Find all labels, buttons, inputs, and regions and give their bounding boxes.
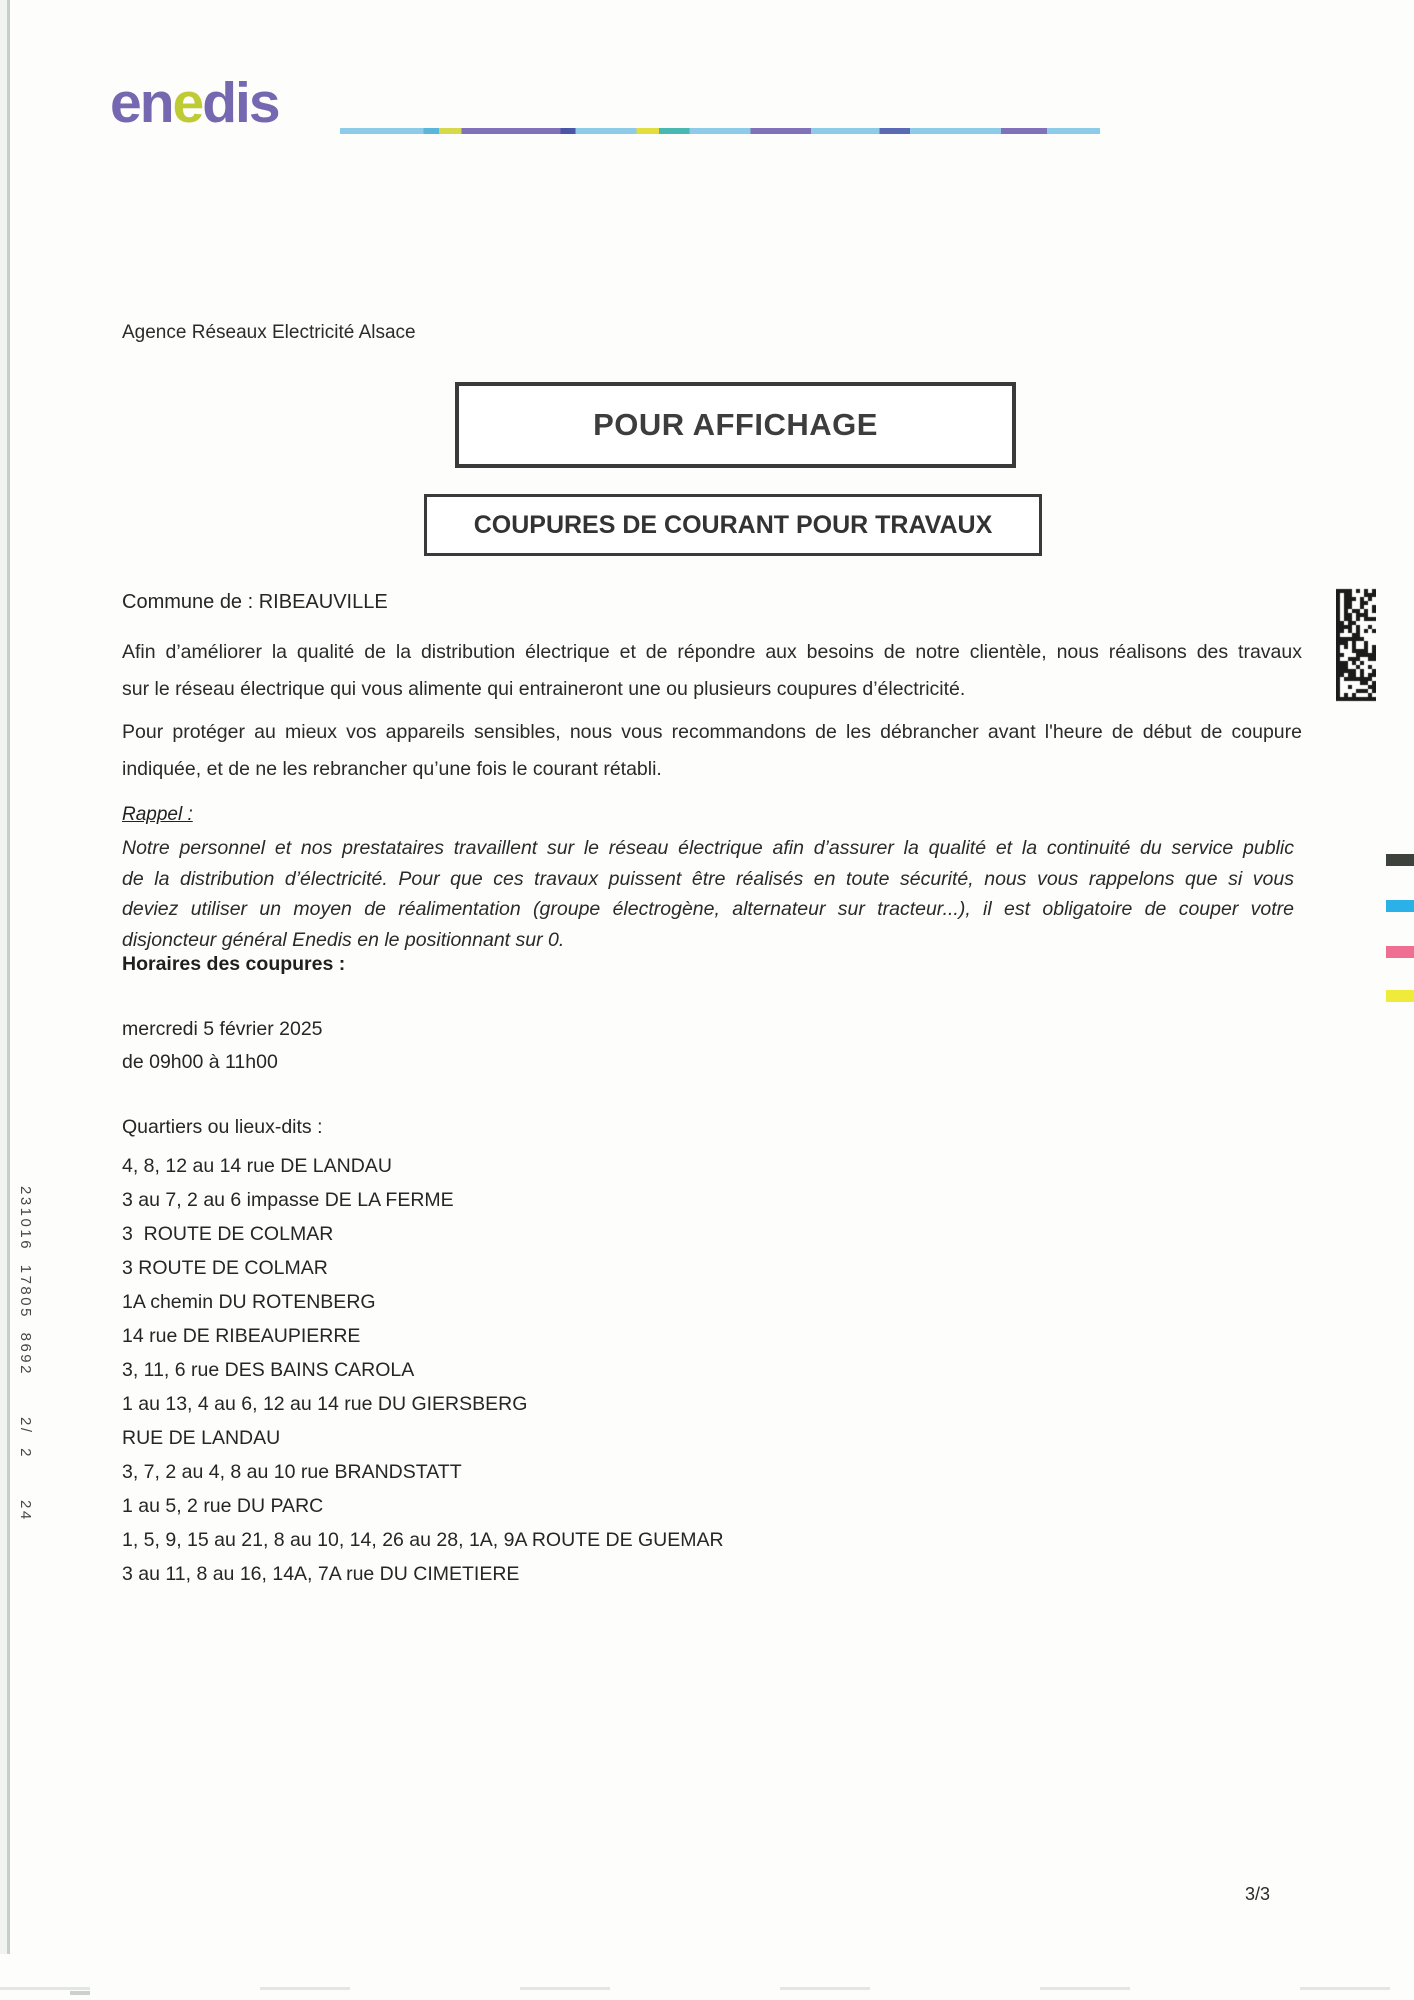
paragraph-line: Afin d’améliorer la qualité de la distribution électrique et de répondre aux besoins de notre clientèle, nous réalisons des travaux xyxy=(122,641,1302,663)
street-item: 14 rue DE RIBEAUPIERRE xyxy=(122,1325,361,1347)
street-item: 1 au 13, 4 au 6, 12 au 14 rue DU GIERSBERG xyxy=(122,1393,528,1415)
calibration-bar-dark xyxy=(1386,854,1414,866)
street-item: 3 ROUTE DE COLMAR xyxy=(122,1257,328,1279)
street-item: 3, 11, 6 rue DES BAINS CAROLA xyxy=(122,1359,415,1381)
scan-edge-line xyxy=(7,0,10,1954)
scan-edge-strip xyxy=(0,0,7,1954)
street-item: 1 au 5, 2 rue DU PARC xyxy=(122,1495,324,1517)
calibration-bar-yellow xyxy=(1386,990,1414,1002)
paragraph-line: Pour protéger au mieux vos appareils sensibles, nous vous recommandons de les débrancher avant l'heure de début de coupure xyxy=(122,721,1302,743)
scan-bottom-edge xyxy=(0,1987,1414,1990)
paragraph-line: disjoncteur général Enedis en le positionnant sur 0. xyxy=(122,928,565,951)
brand-color-line xyxy=(340,128,1100,134)
datamatrix-barcode xyxy=(1336,588,1376,702)
paragraph-line: indiquée, et de ne les rebrancher qu’une fois le courant rétabli. xyxy=(122,758,662,780)
logo-part-e: e xyxy=(172,71,203,135)
datamatrix-canvas xyxy=(1336,588,1376,702)
paragraph-line: Notre personnel et nos prestataires travaillent sur le réseau électrique afin d’assurer la qualité et la continuité du service public xyxy=(122,837,1294,859)
banner-coupures: COUPURES DE COURANT POUR TRAVAUX xyxy=(424,494,1042,556)
outage-date: mercredi 5 février 2025 xyxy=(122,1018,323,1040)
scan-smudge xyxy=(70,1991,90,1995)
paragraph-rappel xyxy=(122,833,1294,955)
agency-name: Agence Réseaux Electricité Alsace xyxy=(122,322,416,343)
street-item: 4, 8, 12 au 14 rue DE LANDAU xyxy=(122,1155,392,1177)
street-item: RUE DE LANDAU xyxy=(122,1427,281,1449)
paragraph-line: deviez utiliser un moyen de réalimentation (groupe électrogène, alternateur sur tracteur...), il est obligatoire de couper votre xyxy=(122,898,1294,920)
street-item: 1A chemin DU ROTENBERG xyxy=(122,1291,376,1313)
street-item: 1, 5, 9, 15 au 21, 8 au 10, 14, 26 au 28, 1A, 9A ROUTE DE GUEMAR xyxy=(122,1529,724,1551)
calibration-bar-pink xyxy=(1386,946,1414,958)
paragraph-advice xyxy=(122,714,1302,788)
street-list xyxy=(122,1149,724,1591)
street-item: 3 au 11, 8 au 16, 14A, 7A rue DU CIMETIERE xyxy=(122,1563,520,1585)
sidebar-print-code: 231016 17805 8692 2/ 2 24 xyxy=(17,1186,34,1522)
paragraph-intro xyxy=(122,634,1302,708)
page-number: 3/3 xyxy=(1245,1884,1271,1904)
horaires-label: Horaires des coupures : xyxy=(122,953,346,975)
logo-part-en: en xyxy=(110,71,173,135)
rappel-label: Rappel : xyxy=(122,804,193,825)
paragraph-line: sur le réseau électrique qui vous alimente qui entraineront une ou plusieurs coupures d’électricité. xyxy=(122,678,966,700)
commune-line: Commune de : RIBEAUVILLE xyxy=(122,591,388,613)
paragraph-line: de la distribution d’électricité. Pour que ces travaux puissent être réalisés en toute sécurité, nous vous rappelons que si vous xyxy=(122,867,1294,890)
street-item: 3 au 7, 2 au 6 impasse DE LA FERME xyxy=(122,1189,454,1211)
street-item: 3 ROUTE DE COLMAR xyxy=(122,1223,334,1245)
outage-time: de 09h00 à 11h00 xyxy=(122,1051,278,1073)
street-item: 3, 7, 2 au 4, 8 au 10 rue BRANDSTATT xyxy=(122,1461,462,1483)
calibration-bar-cyan xyxy=(1386,900,1414,912)
enedis-logo xyxy=(110,70,279,136)
quartiers-label: Quartiers ou lieux-dits : xyxy=(122,1116,323,1138)
banner-pour-affichage: POUR AFFICHAGE xyxy=(455,382,1016,468)
logo-part-dis: dis xyxy=(202,71,279,135)
